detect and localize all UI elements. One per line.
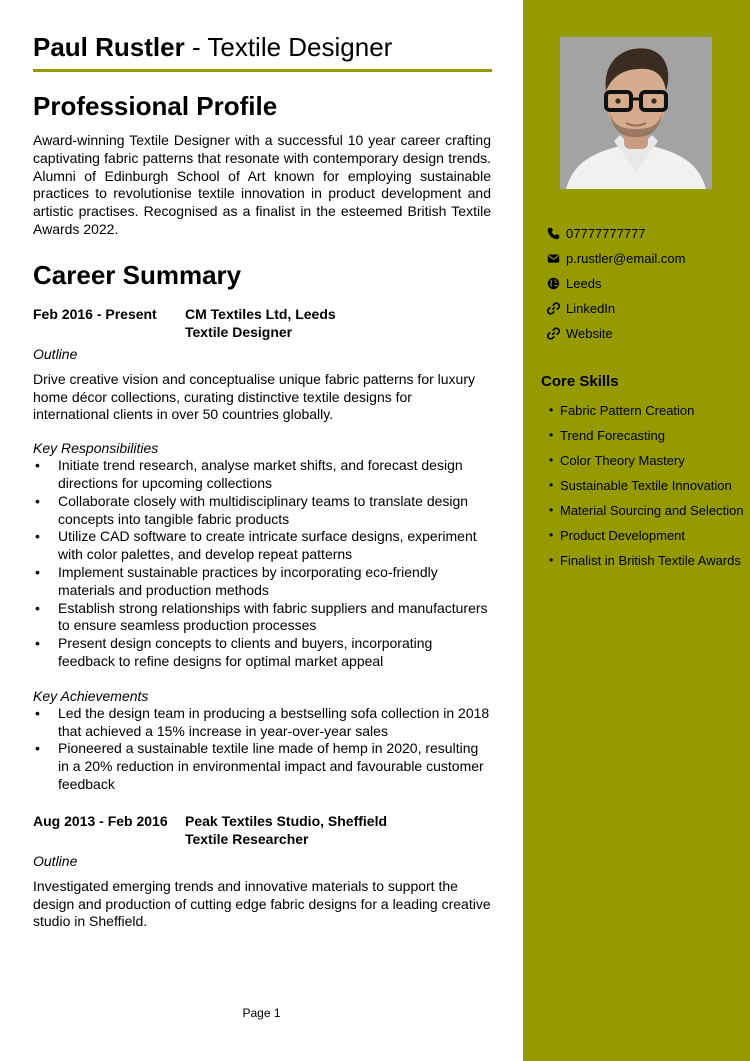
skill-item: • Product Development (549, 528, 744, 543)
contact-text[interactable]: Website (566, 326, 613, 341)
skills-list (549, 403, 744, 578)
list-item: • Utilize CAD software to create intricate surface designs, experiment with color palettes, and develop repeat patterns (33, 528, 491, 564)
outline-label: Outline (33, 345, 78, 362)
list-item: • Pioneered a sustainable textile line made of hemp in 2020, resulting in a 20% reduction in environmental impact and favourable customer feedback (33, 740, 491, 793)
list-item: • Collaborate closely with multidisciplinary teams to translate design concepts into tangible fabric products (33, 493, 491, 529)
link-icon (547, 327, 560, 340)
responsibilities-list (33, 457, 491, 671)
responsibilities-label: Key Responsibilities (33, 440, 159, 457)
job-title: - Textile Designer (184, 32, 393, 62)
contact-text[interactable]: LinkedIn (566, 301, 616, 316)
main-column (33, 30, 491, 931)
phone-icon (547, 227, 560, 240)
skill-item: • Color Theory Mastery (549, 453, 744, 468)
job-entry (33, 812, 491, 931)
job-dates: Feb 2016 - Present (33, 305, 157, 322)
job-company: Peak Textiles Studio, Sheffield (185, 812, 388, 829)
outline-text: Investigated emerging trends and innovative materials to support the design and production of cutting edge fabric designs for a leading creative studio in Sheffield. (33, 877, 491, 930)
contact-text: 07777777777 (566, 226, 646, 241)
sidebar (523, 0, 750, 1061)
skill-item: • Material Sourcing and Selection (549, 503, 744, 518)
person-name: Paul Rustler (33, 32, 185, 62)
job-role: Textile Designer (185, 323, 293, 340)
contact-list (547, 221, 742, 346)
contact-website (547, 321, 742, 346)
envelope-icon (547, 252, 560, 265)
list-item: • Establish strong relationships with fabric suppliers and manufacturers to ensure seamless production processes (33, 600, 491, 636)
list-item: • Present design concepts to clients and buyers, incorporating feedback to refine designs for optimal market appeal (33, 635, 491, 671)
contact-linkedin (547, 296, 742, 321)
outline-text: Drive creative vision and conceptualise unique fabric patterns for luxury home décor collections, curating distinctive textile designs for international clients in over 50 countries globally. (33, 370, 476, 423)
skill-item: • Trend Forecasting (549, 428, 744, 443)
profile-text: Award-winning Textile Designer with a successful 10 year career crafting captivating fabric patterns that resonate with contemporary design trends. Alumni of Edinburgh School of Art known for employing sustainable practices to revolutionise textile innovation in product development and artistic practises. Recognised as a finalist in the esteemed British Textile Awards 2022. (33, 132, 491, 237)
list-item: • Led the design team in producing a bestselling sofa collection in 2018 that achieved a 15% increase in year-over-year sales (33, 705, 491, 741)
link-icon (547, 302, 560, 315)
contact-text[interactable]: p.rustler@email.com (566, 251, 686, 266)
outline-label: Outline (33, 852, 78, 869)
achievements-list (33, 705, 491, 794)
job-company: CM Textiles Ltd, Leeds (185, 305, 336, 322)
name-title (33, 30, 491, 64)
list-item: • Initiate trend research, analyse market shifts, and forecast design directions for upcoming collections (33, 457, 491, 493)
contact-text: Leeds (566, 276, 602, 291)
contact-phone (547, 221, 742, 246)
job-dates: Aug 2013 - Feb 2016 (33, 812, 168, 829)
skills-heading: Core Skills (541, 373, 619, 390)
skill-item: • Sustainable Textile Innovation (549, 478, 744, 493)
job-entry (33, 305, 491, 794)
skill-item: • Fabric Pattern Creation (549, 403, 744, 418)
header-rule (33, 69, 492, 72)
globe-icon (547, 277, 560, 290)
job-role: Textile Researcher (185, 830, 309, 847)
profile-heading: Professional Profile (33, 91, 278, 121)
contact-location (547, 271, 742, 296)
page-number: Page 1 (242, 1006, 281, 1020)
achievements-label: Key Achievements (33, 687, 149, 704)
skill-item: • Finalist in British Textile Awards (549, 553, 744, 568)
career-heading: Career Summary (33, 259, 242, 290)
profile-photo (560, 37, 712, 189)
contact-email (547, 246, 742, 271)
list-item: • Implement sustainable practices by incorporating eco-friendly materials and production methods (33, 564, 491, 600)
